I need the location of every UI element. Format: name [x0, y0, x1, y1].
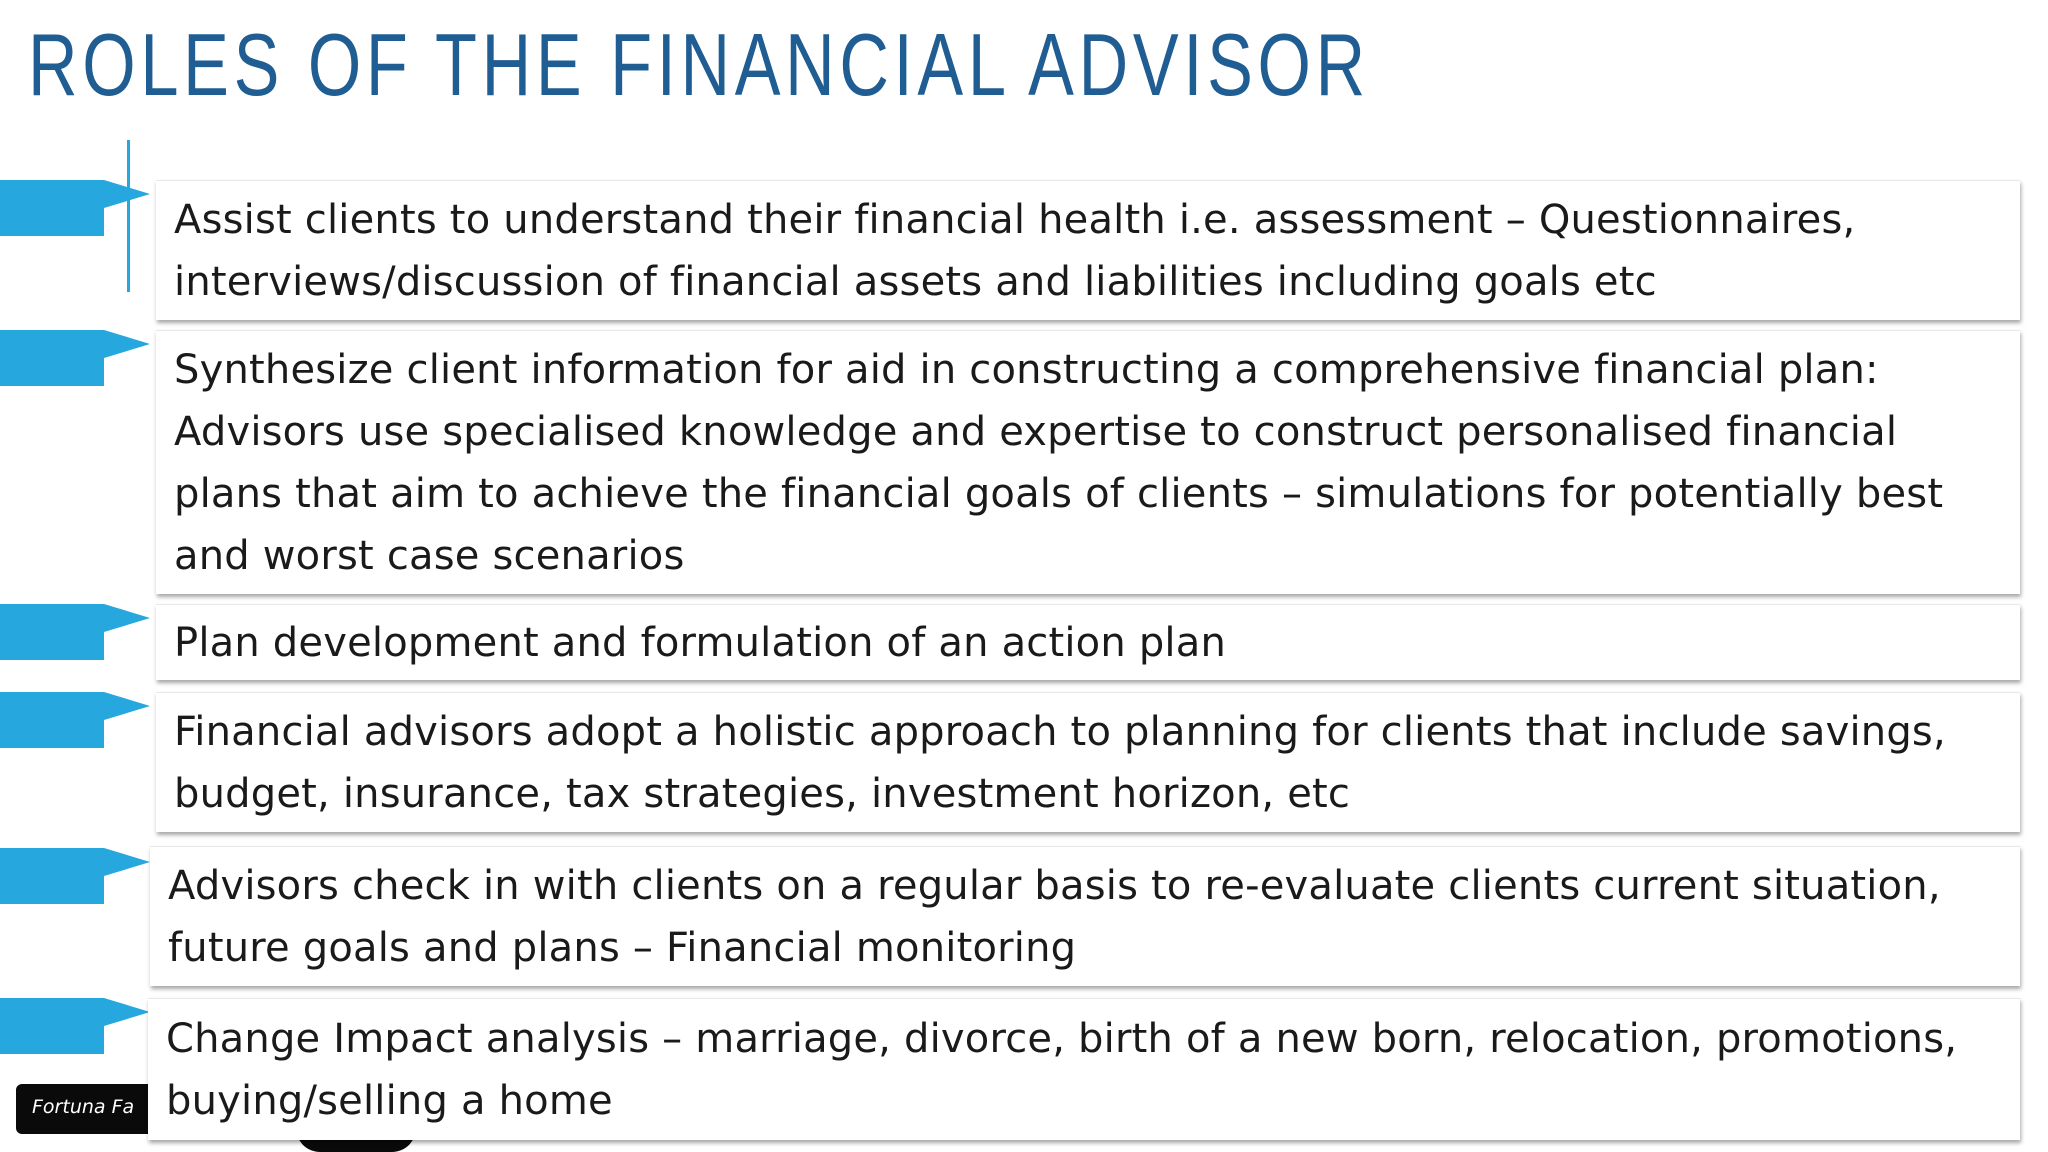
bullet-arrow-icon [0, 690, 152, 750]
list-item-1 [156, 180, 2020, 320]
bullet-arrow-icon [0, 178, 152, 238]
list-item-2 [156, 330, 2020, 594]
bullet-arrow-icon [0, 602, 152, 662]
list-item-5 [150, 846, 2020, 986]
bullet-arrow-icon [0, 996, 152, 1056]
bullet-arrow-icon [0, 846, 152, 906]
list-item-3 [156, 604, 2020, 680]
list-item-text: Financial advisors adopt a holistic approach to planning for clients that include savings, budget, insurance, tax strategies, investment horizon, etc [174, 708, 1946, 817]
list-item-text: Plan development and formulation of an action plan [174, 619, 1226, 666]
list-item-text: Change Impact analysis – marriage, divorce, birth of a new born, relocation, promotions, buying/selling a home [166, 1015, 1958, 1124]
list-item-text: Synthesize client information for aid in constructing a comprehensive financial plan: Advisors use specialised knowledge and expertise to construct personalised financial plans that aim to achieve the financial goals of clients – simulations for potentially best and worst case scenarios [174, 346, 1944, 579]
list-item-6 [148, 998, 2020, 1140]
list-item-text: Assist clients to understand their financial health i.e. assessment – Questionnaires, interviews/discussion of financial assets and liabilities including goals etc [174, 196, 1856, 305]
brand-badge-label: Fortuna Fa [32, 1096, 135, 1118]
brand-badge [16, 1084, 166, 1134]
list-item-4 [156, 692, 2020, 832]
list-item-text: Advisors check in with clients on a regular basis to re-evaluate clients current situation, future goals and plans – Financial monitoring [168, 862, 1941, 971]
slide-title: ROLES OF THE FINANCIAL ADVISOR [28, 15, 1370, 114]
bullet-arrow-icon [0, 328, 152, 388]
